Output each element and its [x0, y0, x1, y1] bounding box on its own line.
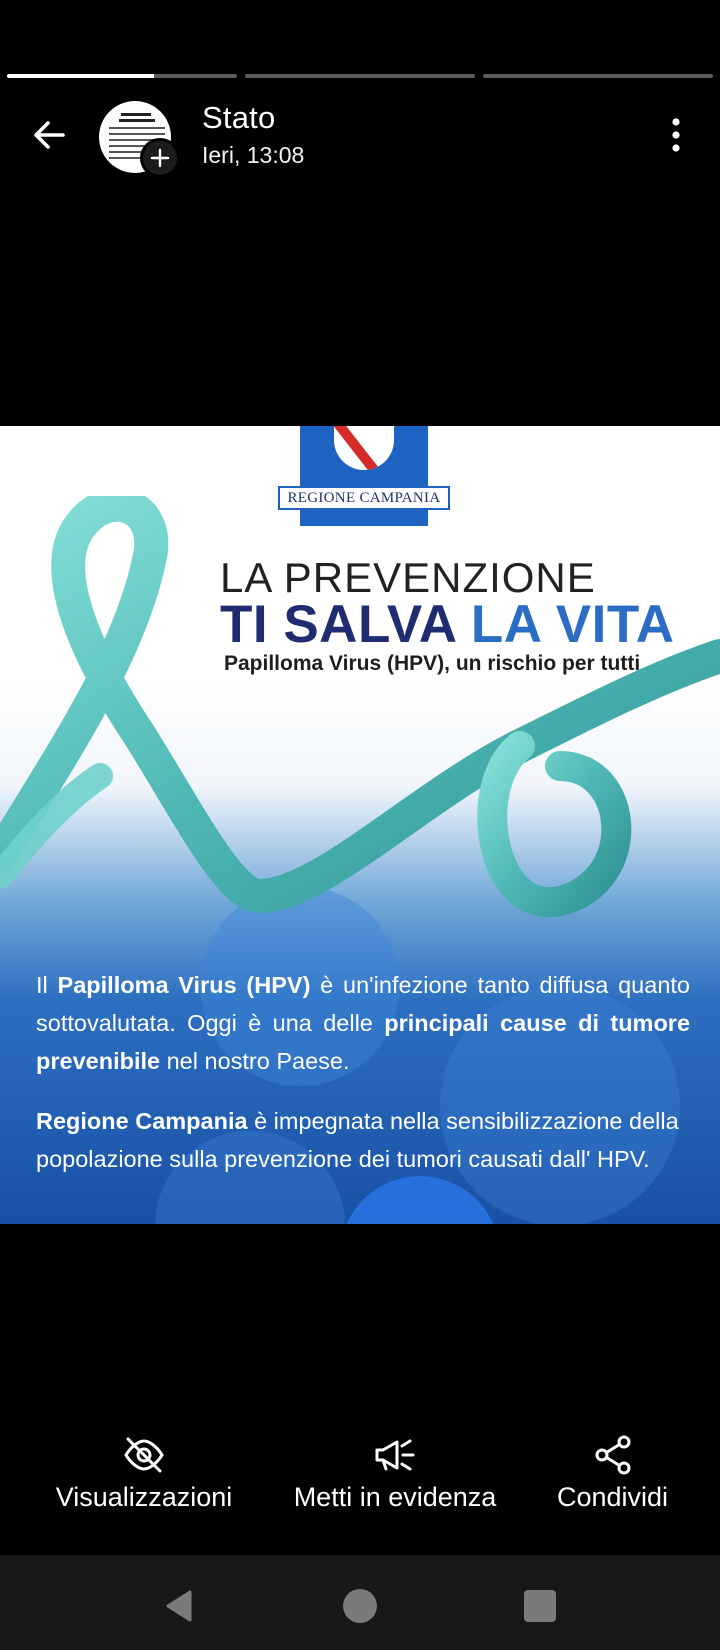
nav-home-icon	[340, 1586, 380, 1626]
more-vertical-icon	[670, 117, 682, 153]
nav-recents-button[interactable]	[510, 1581, 570, 1631]
paragraph-hpv-info: Il Papilloma Virus (HPV) è un'infezione tanto diffusa quanto sottovalutata. Oggi è una delle principali cause di tumore prevenibile nel nostro Paese.	[36, 972, 691, 1074]
arrow-left-icon	[29, 115, 69, 155]
nav-home-button[interactable]	[330, 1581, 390, 1631]
nav-recents-icon	[520, 1586, 560, 1626]
status-timestamp: Ieri, 13:08	[202, 142, 305, 168]
headline-line-1: LA PREVENZIONE	[220, 554, 596, 601]
status-progress-bar	[7, 74, 713, 78]
progress-segment-1	[7, 74, 237, 78]
plus-icon	[150, 148, 170, 168]
system-navigation-bar	[0, 1555, 720, 1650]
share-label: Condividi	[556, 1482, 669, 1512]
highlight-label: Metti in evidenza	[293, 1482, 497, 1512]
status-image[interactable]	[0, 426, 720, 1224]
nav-back-button[interactable]	[150, 1581, 210, 1631]
share-button[interactable]	[550, 1432, 675, 1513]
progress-segment-fill	[7, 74, 154, 78]
status-actions-bar	[0, 1432, 720, 1512]
progress-segment-3	[483, 74, 713, 78]
add-status-button[interactable]	[140, 138, 180, 178]
progress-segment-2	[245, 74, 475, 78]
status-title: Stato	[202, 100, 276, 135]
more-options-button[interactable]	[660, 110, 692, 160]
back-button[interactable]	[24, 110, 74, 160]
status-header	[0, 96, 720, 176]
views-label: Visualizzazioni	[55, 1482, 233, 1512]
share-icon	[591, 1433, 635, 1477]
megaphone-icon	[373, 1435, 417, 1475]
highlight-button[interactable]	[285, 1432, 505, 1513]
views-button[interactable]	[46, 1432, 242, 1513]
headline-line-3: Papilloma Virus (HPV), un rischio per tutti	[224, 652, 641, 675]
nav-back-icon	[160, 1586, 200, 1626]
region-label: REGIONE CAMPANIA	[278, 486, 450, 510]
headline-line-2: TI SALVA LA VITA	[220, 595, 675, 654]
paragraph-region-commitment: Regione Campania è impegnata nella sensibilizzazione della popolazione sulla prevenzione dei tumori causati dall' HPV.	[36, 1108, 679, 1172]
eye-off-icon	[122, 1435, 166, 1475]
